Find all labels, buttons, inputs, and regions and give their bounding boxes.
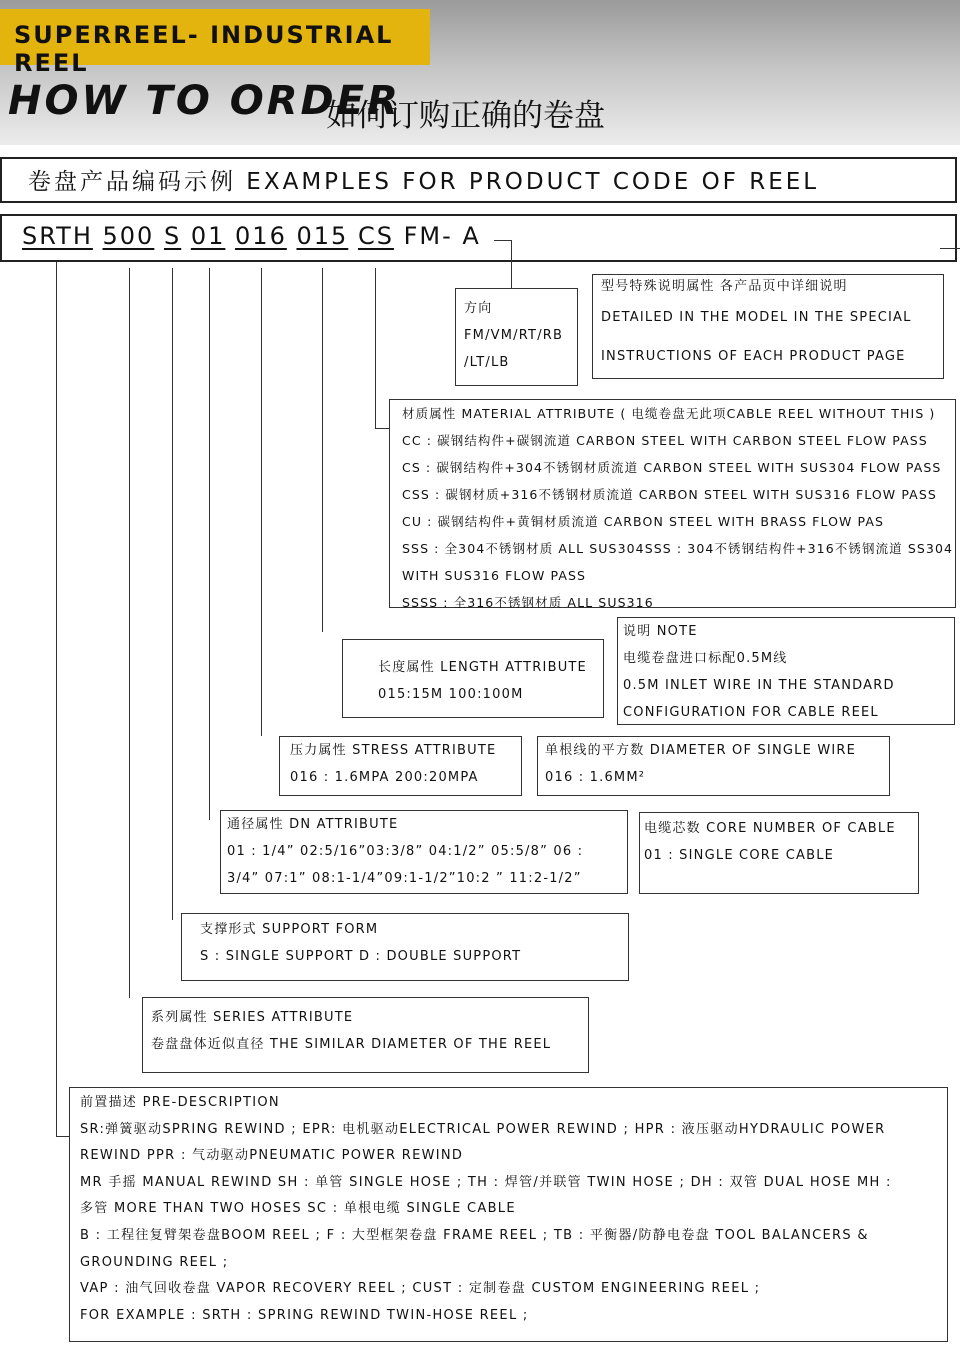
wire-title: 单根线的平方数 DIAMETER OF SINGLE WIRE — [545, 743, 857, 758]
material-line: CU : 碳钢结构件+黄铜材质流道 CARBON STEEL WITH BRASS FLOW PAS — [402, 514, 885, 529]
direction-line2: /LT/LB — [464, 355, 510, 370]
connector-line — [940, 248, 960, 249]
connector-line — [375, 268, 376, 428]
core-line1: 01 : SINGLE CORE CABLE — [644, 848, 835, 863]
series-title: 系列属性 SERIES ATTRIBUTE — [151, 1010, 354, 1025]
code-material: CS — [357, 222, 394, 250]
product-code — [22, 222, 481, 250]
brand-banner — [0, 9, 430, 77]
connector-line — [494, 240, 512, 241]
material-line: CSS : 碳钢材质+316不锈钢材质流道 CARBON STEEL WITH SUS316 FLOW PASS — [402, 487, 937, 502]
special-line2: INSTRUCTIONS OF EACH PRODUCT PAGE — [601, 349, 906, 364]
connector-line — [261, 268, 262, 736]
direction-title: 方向 — [464, 301, 493, 316]
pre-line: VAP : 油气回收卷盘 VAPOR RECOVERY REEL ; CUST : 定制卷盘 CUSTOM ENGINEERING REEL ; — [80, 1281, 761, 1297]
core-box — [639, 812, 919, 894]
connector-line — [511, 240, 512, 288]
material-line: SSS : 全304不锈钢材质 ALL SUS304SSS : 304不锈钢结构件+316不锈钢流道 SS304 — [402, 541, 954, 556]
length-title: 长度属性 LENGTH ATTRIBUTE — [378, 660, 587, 675]
pre-line: GROUNDING REEL ; — [80, 1254, 229, 1270]
page-title: HOW TO ORDER — [8, 78, 401, 124]
special-line1: DETAILED IN THE MODEL IN THE SPECIAL — [601, 310, 912, 325]
wire-box — [537, 736, 890, 796]
dn-title: 通径属性 DN ATTRIBUTE — [227, 817, 399, 832]
material-box — [389, 399, 956, 608]
length-box — [342, 639, 604, 718]
support-box — [181, 913, 629, 981]
code-dn: 01 — [190, 222, 226, 250]
stress-title: 压力属性 STRESS ATTRIBUTE — [290, 743, 497, 758]
note-line: 电缆卷盘进口标配0.5M线 — [623, 651, 788, 666]
stress-box — [279, 736, 522, 796]
connector-line — [56, 262, 57, 1136]
connector-line — [375, 428, 389, 429]
connector-line — [209, 268, 210, 820]
connector-line — [172, 268, 173, 920]
wire-line1: 016 : 1.6MM² — [545, 770, 646, 785]
page-title-cn: 如何订购正确的卷盘 — [326, 98, 605, 134]
note-title: 说明 NOTE — [623, 624, 698, 639]
note-line: CONFIGURATION FOR CABLE REEL — [623, 705, 879, 720]
note-box — [617, 617, 955, 725]
length-line1: 015:15M 100:100M — [378, 687, 524, 702]
connector-line — [322, 268, 323, 632]
material-title: 材质属性 MATERIAL ATTRIBUTE ( 电缆卷盘无此项CABLE REEL WITHOUT THIS ) — [402, 406, 936, 421]
special-title: 型号特殊说明属性 各产品页中详细说明 — [601, 279, 848, 294]
support-title: 支撑形式 SUPPORT FORM — [200, 922, 379, 937]
pre-line: 多管 MORE THAN TWO HOSES SC : 单根电缆 SINGLE CABLE — [80, 1201, 516, 1217]
code-srth: SRTH — [22, 222, 93, 250]
note-line: 0.5M INLET WIRE IN THE STANDARD — [623, 678, 895, 693]
direction-box — [455, 288, 578, 386]
dn-line2: 3/4” 07:1” 08:1-1/4”09:1-1/2”10:2 ” 11:2-1/2” — [227, 871, 582, 886]
pre-title: 前置描述 PRE-DESCRIPTION — [80, 1095, 280, 1110]
material-line: CC : 碳钢结构件+碳钢流道 CARBON STEEL WITH CARBON STEEL FLOW PASS — [402, 433, 928, 448]
special-box — [592, 274, 944, 379]
connector-line — [56, 1136, 69, 1137]
support-line1: S : SINGLE SUPPORT D : DOUBLE SUPPORT — [200, 949, 522, 964]
connector-line — [129, 268, 130, 998]
examples-heading: 卷盘产品编码示例 EXAMPLES FOR PRODUCT CODE OF REEL — [28, 169, 820, 195]
dn-box — [220, 810, 628, 894]
pre-line: SR:弹簧驱动SPRING REWIND ; EPR: 电机驱动ELECTRICAL POWER REWIND ; HPR : 液压驱动HYDRAULIC POWER — [80, 1121, 886, 1137]
pre-description-box — [69, 1087, 948, 1342]
material-line: CS : 碳钢结构件+304不锈钢材质流道 CARBON STEEL WITH SUS304 FLOW PASS — [402, 460, 942, 475]
pre-line: FOR EXAMPLE : SRTH : SPRING REWIND TWIN-HOSE REEL ; — [80, 1307, 529, 1323]
code-stress: 016 — [235, 222, 287, 250]
stress-line1: 016 : 1.6MPA 200:20MPA — [290, 770, 479, 785]
series-box — [142, 997, 589, 1073]
series-line1: 卷盘盘体近似直径 THE SIMILAR DIAMETER OF THE REEL — [151, 1037, 552, 1052]
pre-line: B : 工程往复臂架卷盘BOOM REEL ; F : 大型框架卷盘 FRAME REEL ; TB : 平衡器/防静电卷盘 TOOL BALANCERS & — [80, 1227, 869, 1243]
material-line: SSSS : 全316不锈钢材质 ALL SUS316 — [402, 595, 654, 610]
examples-bar — [0, 157, 957, 203]
code-size: 500 — [102, 222, 155, 250]
code-support: S — [163, 222, 182, 250]
dn-line1: 01 : 1/4” 02:5/16”03:3/8” 04:1/2” 05:5/8” 06 : — [227, 844, 584, 859]
brand-title: SUPERREEL- INDUSTRIAL REEL — [14, 21, 394, 77]
pre-line: MR 手摇 MANUAL REWIND SH : 单管 SINGLE HOSE ; TH : 焊管/并联管 TWIN HOSE ; DH : 双管 DUAL HOSE MH : — [80, 1174, 892, 1190]
material-line: WITH SUS316 FLOW PASS — [402, 568, 587, 583]
direction-line1: FM/VM/RT/RB — [464, 328, 564, 343]
code-length: 015 — [296, 222, 349, 250]
product-code-bar — [0, 214, 957, 262]
code-suffix: FM- A — [403, 222, 481, 250]
core-title: 电缆芯数 CORE NUMBER OF CABLE — [644, 821, 896, 836]
pre-line: REWIND PPR : 气动驱动PNEUMATIC POWER REWIND — [80, 1148, 464, 1164]
